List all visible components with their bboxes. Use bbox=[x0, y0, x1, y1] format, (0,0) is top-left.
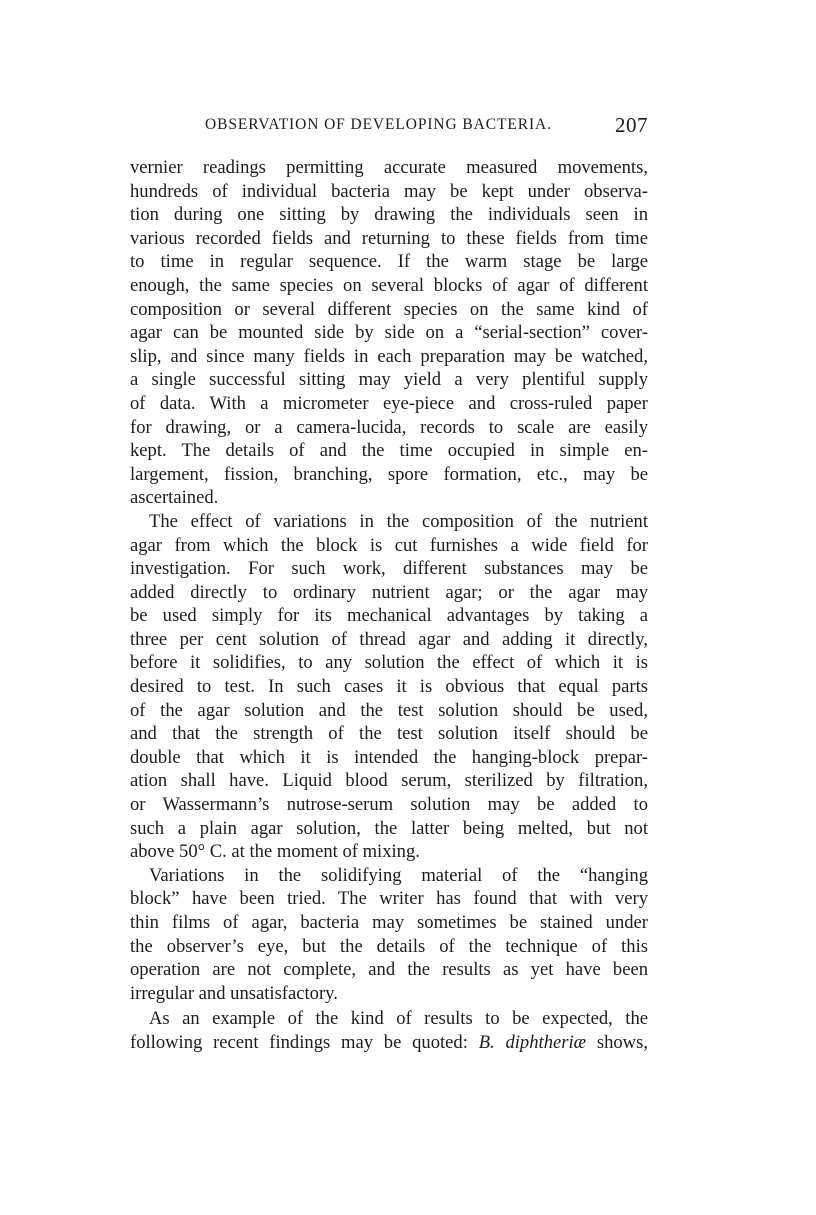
paragraph-3 bbox=[130, 864, 648, 1006]
text-line: for drawing, or a camera-lucida, records to scale are easily bbox=[130, 416, 648, 438]
text-line-segment: following recent findings may be quoted: bbox=[130, 1031, 468, 1053]
text-line: double that which it is intended the hanging-block prepar- bbox=[130, 746, 648, 768]
text-line: vernier readings permitting accurate measured movements, bbox=[130, 157, 648, 178]
text-line: and that the strength of the test solution itself should be bbox=[130, 723, 648, 745]
text-line: irregular and unsatisfactory. bbox=[130, 982, 338, 1004]
running-header bbox=[130, 113, 648, 140]
paragraph-4 bbox=[130, 1007, 648, 1054]
text-line: be used simply for its mechanical advantages by taking a bbox=[130, 605, 648, 627]
text-line: the observer’s eye, but the details of the technique of this bbox=[130, 935, 648, 957]
text-line: thin films of agar, bacteria may sometimes be stained under bbox=[130, 912, 648, 933]
text-line: block” have been tried. The writer has found that with very bbox=[130, 888, 648, 910]
text-line: composition or several different species on the same kind of bbox=[130, 298, 648, 320]
text-line: added directly to ordinary nutrient agar; or the agar may bbox=[130, 581, 648, 603]
text-line: of data. With a micrometer eye-piece and cross-ruled paper bbox=[130, 392, 648, 414]
text-line: kept. The details of and the time occupied in simple en- bbox=[130, 440, 648, 462]
text-line: tion during one sitting by drawing the individuals seen in bbox=[130, 204, 648, 226]
text-line: or Wassermann’s nutrose-serum solution may be added to bbox=[130, 794, 648, 816]
text-line: hundreds of individual bacteria may be kept under observa- bbox=[130, 180, 648, 202]
page-number: 207 bbox=[615, 113, 648, 137]
text-line: a single successful sitting may yield a very plentiful supply bbox=[130, 369, 648, 391]
text-line: desired to test. In such cases it is obvious that equal parts bbox=[130, 676, 648, 698]
text-line: largement, fission, branching, spore formation, etc., may be bbox=[130, 463, 648, 485]
body-text bbox=[130, 156, 648, 1055]
paragraph-1 bbox=[130, 156, 648, 510]
species-name: B. diphtheriæ bbox=[478, 1031, 587, 1053]
text-line: ascertained. bbox=[130, 487, 219, 509]
text-line: three per cent solution of thread agar and adding it directly, bbox=[130, 628, 648, 650]
text-line: agar from which the block is cut furnishes a wide field for bbox=[130, 534, 648, 556]
text-line: various recorded fields and returning to these fields from time bbox=[130, 227, 648, 249]
text-line bbox=[130, 1031, 648, 1055]
text-line-segment: shows, bbox=[596, 1031, 648, 1053]
text-line: of the agar solution and the test solution should be used, bbox=[130, 699, 648, 721]
text-line: enough, the same species on several blocks of agar of different bbox=[130, 274, 648, 296]
text-line: agar can be mounted side by side on a “serial-section” cover- bbox=[130, 322, 648, 344]
text-line: investigation. For such work, different substances may be bbox=[130, 558, 648, 580]
text-line: above 50° C. at the moment of mixing. bbox=[130, 841, 420, 863]
text-line: before it solidifies, to any solution the effect of which it is bbox=[130, 652, 648, 674]
text-line: slip, and since many fields in each preparation may be watched, bbox=[130, 345, 648, 367]
text-line: ation shall have. Liquid blood serum, sterilized by filtration, bbox=[130, 770, 648, 792]
running-title: OBSERVATION OF DEVELOPING BACTERIA. bbox=[205, 116, 552, 133]
text-line: to time in regular sequence. If the warm stage be large bbox=[130, 251, 648, 273]
text-line: operation are not complete, and the results as yet have been bbox=[130, 959, 648, 981]
text-line: As an example of the kind of results to be expected, the bbox=[149, 1008, 648, 1030]
paragraph-2 bbox=[130, 510, 648, 864]
text-line: Variations in the solidifying material of the “hanging bbox=[149, 864, 648, 886]
text-line: such a plain agar solution, the latter being melted, but not bbox=[130, 817, 648, 839]
text-line: The effect of variations in the composition of the nutrient bbox=[149, 510, 648, 532]
